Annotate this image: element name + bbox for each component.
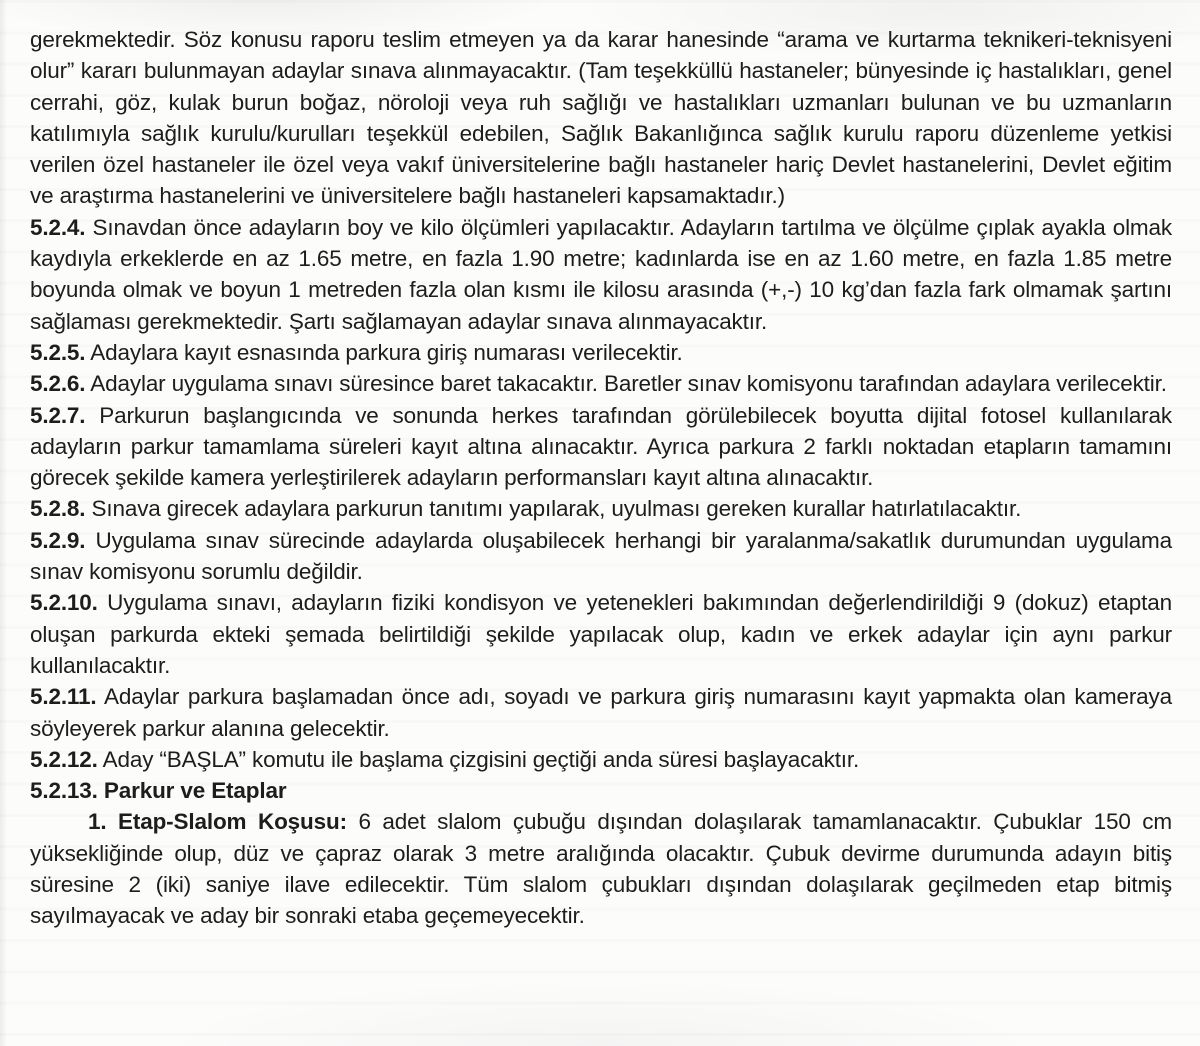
section-number: 5.2.11.	[30, 684, 97, 710]
paragraph-text: gerekmektedir. Söz konusu raporu teslim etmeyen ya da karar hanesinde “arama ve kurtarma teknikeri-teknisyeni olur” kararı bulunmayan adaylar sınava alınmayacaktır. (Tam teşekküllü hastaneler; bünyesinde iç hastalıkları, genel cerrahi, göz, kulak burun boğaz, nöroloji veya ruh sağlığı ve hastalıkları uzmanları bulunan ve bu uzmanların katılımıyla sağlık kurulu/kurulları teşekkül edebilen, Sağlık Bakanlığınca sağlık kurulu raporu düzenleme yetkisi verilen özel hastaneler ile özel veya vakıf üniversitelerine bağlı hastaneler hariç Devlet hastanelerini, Devlet eğitim ve araştırma hastanelerini ve üniversitelere bağlı hastaneleri kapsamaktadır.)	[30, 27, 1172, 209]
paragraph-text: Uygulama sınav sürecinde adaylarda oluşabilecek herhangi bir yaralanma/sakatlık durumundan uygulama sınav komisyonu sorumlu değildir.	[30, 527, 1172, 585]
paragraph-5-2-12	[30, 744, 1172, 775]
section-number: 5.2.8.	[30, 496, 86, 522]
section-number: 5.2.12.	[30, 746, 98, 772]
paragraph-text: Adaylar uygulama sınavı süresince baret takacaktır. Baretler sınav komisyonu tarafından adaylara verilecektir.	[90, 371, 1167, 397]
etap-lead: 1. Etap-Slalom Koşusu:	[88, 809, 347, 835]
paragraph-text: Uygulama sınavı, adayların fiziki kondisyon ve yetenekleri bakımından değerlendirildiği 9 (dokuz) etaptan oluşan parkurda ekteki şemada belirtildiği şekilde yapılacak olup, kadın ve erkek adaylar için aynı parkur kullanılacaktır.	[30, 590, 1172, 678]
paragraph-5-2-9	[30, 525, 1172, 588]
paragraph-5-2-10	[30, 587, 1172, 681]
paragraph-5-2-11	[30, 681, 1172, 744]
paragraph-5-2-7	[30, 400, 1172, 494]
paragraph-text: Adaylara kayıt esnasında parkura giriş numarası verilecektir.	[90, 339, 683, 365]
section-number: 5.2.6.	[30, 371, 86, 397]
paragraph-5-2-8	[30, 493, 1172, 524]
section-number: 5.2.4.	[30, 214, 86, 240]
paragraph-text: Sınava girecek adaylara parkurun tanıtımı yapılarak, uyulması gereken kurallar hatırlatılacaktır.	[91, 496, 1022, 522]
paragraph-5-2-6	[30, 368, 1172, 399]
section-heading-5-2-13	[30, 775, 1172, 806]
section-number: 5.2.10.	[30, 590, 98, 616]
paragraph-intro	[30, 24, 1172, 212]
section-number: 5.2.7.	[30, 402, 86, 428]
paragraph-text: Aday “BAŞLA” komutu ile başlama çizgisini geçtiği anda süresi başlayacaktır.	[102, 746, 860, 772]
section-number: 5.2.13.	[30, 778, 98, 804]
paragraph-text: Sınavdan önce adayların boy ve kilo ölçümleri yapılacaktır. Adayların tartılma ve ölçülme çıplak ayakla olmak kaydıyla erkeklerde en az 1.65 metre, en fazla 1.90 metre; kadınlarda ise en az 1.60 metre, en fazla 1.85 metre boyunda olmak ve boyun 1 metreden fazla olan kısmı ile kilosu arasında (+,-) 10 kg’dan fazla fark olmamak şartını sağlaması gerekmektedir. Şartı sağlamayan adaylar sınava alınmayacaktır.	[30, 214, 1172, 334]
paragraph-5-2-5	[30, 337, 1172, 368]
paragraph-etap-1	[30, 806, 1172, 931]
paragraph-text: Parkurun başlangıcında ve sonunda herkes tarafından görülebilecek boyutta dijital fotosel kullanılarak adayların parkur tamamlama süreleri kayıt altına alınacaktır. Ayrıca parkura 2 farklı noktadan etapların tamamını görecek şekilde kamera yerleştirilerek adayların performansları kayıt altına alınacaktır.	[30, 402, 1172, 491]
paragraph-text: 6 adet slalom çubuğu dışından dolaşılarak tamamlanacaktır. Çubuklar 150 cm yüksekliğinde olup, düz ve çapraz olarak 3 metre aralığında olacaktır. Çubuk devirme durumunda adayın bitiş süresine 2 (iki) saniye ilave edilecektir. Tüm slalom çubukları dışından dolaşılarak geçilmeden etap bitmiş sayılmayacak ve aday bir sonraki etaba geçemeyecektir.	[30, 809, 1172, 929]
section-number: 5.2.9.	[30, 527, 86, 553]
paragraph-5-2-4	[30, 212, 1172, 337]
section-number: 5.2.5.	[30, 339, 86, 365]
section-title: Parkur ve Etaplar	[103, 778, 287, 804]
paragraph-text: Adaylar parkura başlamadan önce adı, soyadı ve parkura giriş numarasını kayıt yapmakta olan kameraya söyleyerek parkur alanına gelecektir.	[30, 684, 1172, 741]
